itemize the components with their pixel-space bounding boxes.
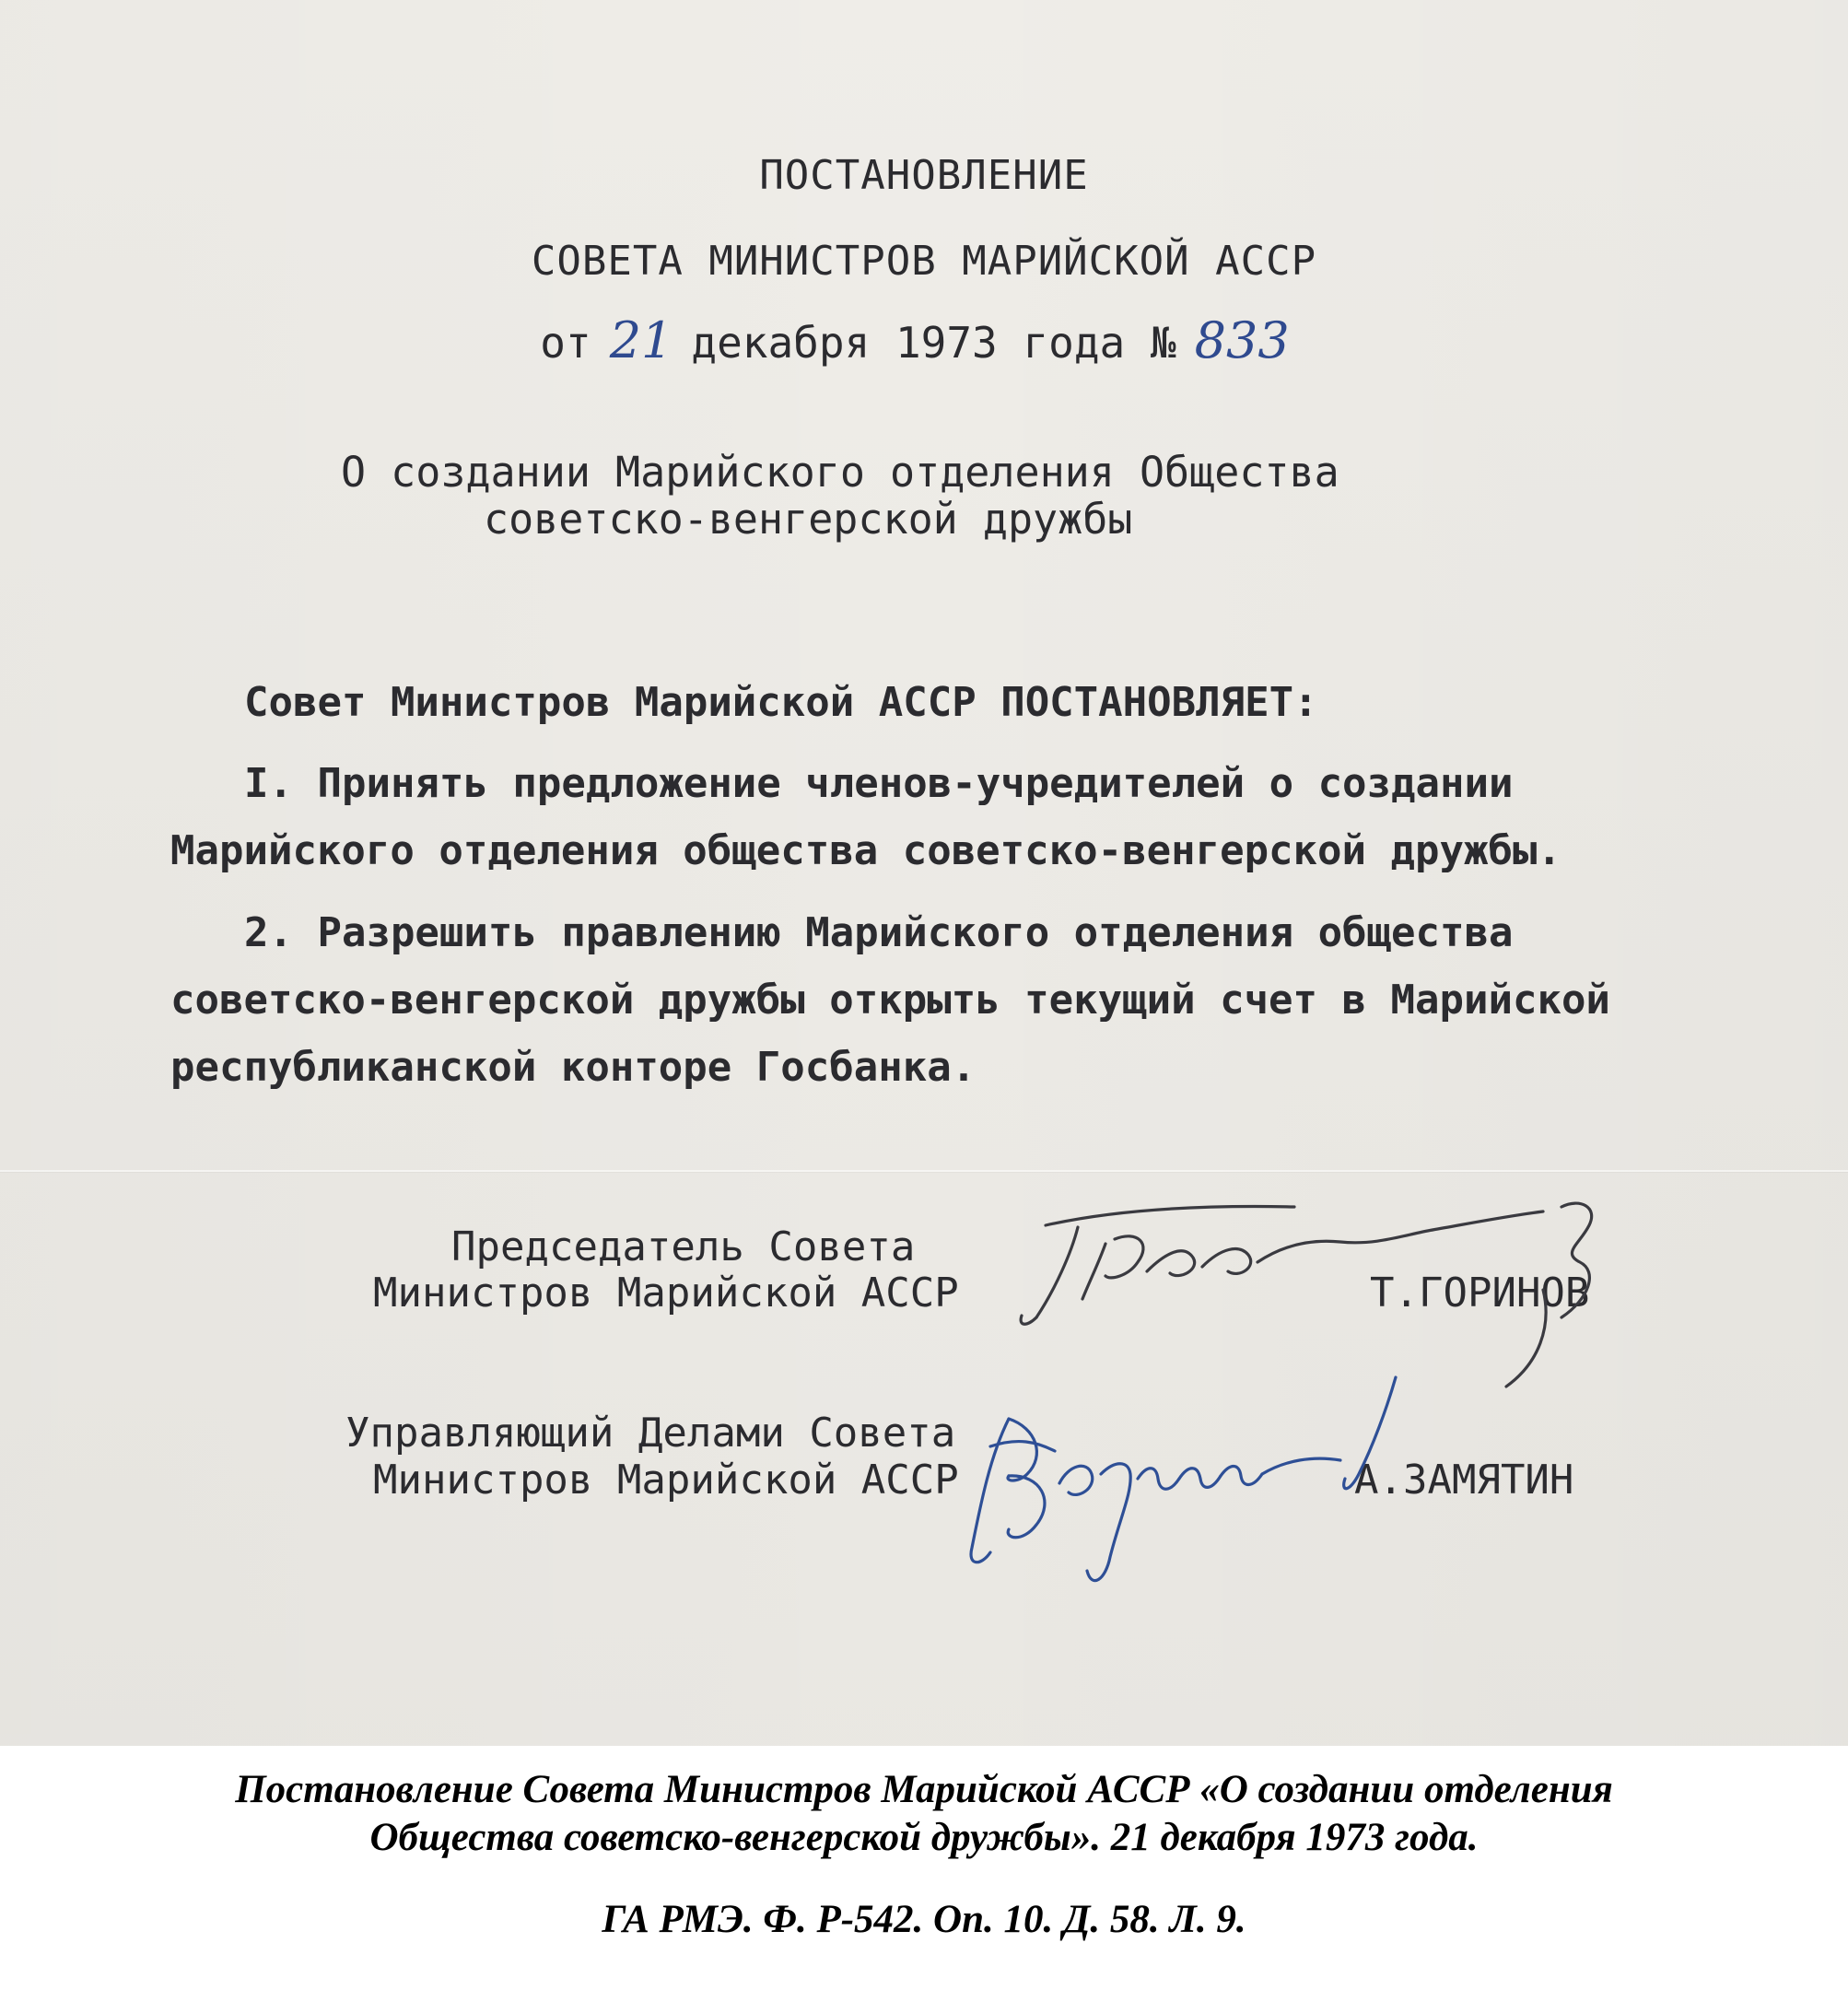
- item-1-line-2: Марийского отделения общества советско-венгерской дружбы.: [170, 827, 1561, 874]
- item-1-line-1: I. Принять предложение членов-учредителей о создании: [244, 760, 1514, 807]
- caption-line-2: Общества советско-венгерской дружбы». 21 декабря 1973 года.: [369, 1816, 1479, 1859]
- item-2-line-1: 2. Разрешить правлению Марийского отделения общества: [244, 909, 1514, 956]
- document-date-line: [0, 311, 1848, 369]
- caption-line-1: Постановление Совета Министров Марийской АССР «О создании отделения: [235, 1768, 1613, 1811]
- subject-line-2: советско-венгерской дружбы: [484, 495, 1133, 544]
- document-issuer: СОВЕТА МИНИСТРОВ МАРИЙСКОЙ АССР: [531, 238, 1317, 285]
- item-2-line-3: республиканской конторе Госбанка.: [170, 1044, 977, 1091]
- paper-fold-line: [0, 1170, 1848, 1172]
- signatory-2-title-line-2: Министров Марийской АССР: [373, 1457, 959, 1504]
- signatory-1-title-line-2: Министров Марийской АССР: [373, 1270, 959, 1317]
- handwritten-number: 833: [1194, 311, 1290, 369]
- document-title: ПОСТАНОВЛЕНИЕ: [759, 152, 1089, 199]
- signatory-1-name: Т.ГОРИНОВ: [1370, 1270, 1590, 1317]
- signatory-2-title-line-1: Управляющий Делами Совета: [345, 1410, 956, 1457]
- date-prefix: от: [540, 318, 591, 368]
- signatory-2-name: А.ЗАМЯТИН: [1354, 1457, 1574, 1504]
- signature-gorinov: [990, 1188, 1654, 1391]
- date-rest: декабря 1973 года №: [691, 318, 1176, 368]
- item-2-line-2: советско-венгерской дружбы открыть текущий счет в Марийской: [170, 977, 1610, 1024]
- resolves-statement: Совет Министров Марийской АССР ПОСТАНОВЛЯЕТ:: [244, 679, 1318, 726]
- signature-zamyatin: [953, 1373, 1433, 1594]
- subject-line-1: О создании Марийского отделения Общества: [341, 448, 1339, 497]
- archive-reference: ГА РМЭ. Ф. Р-542. Оп. 10. Д. 58. Л. 9.: [602, 1898, 1246, 1941]
- handwritten-day: 21: [609, 311, 673, 369]
- signatory-1-title-line-1: Председатель Совета: [451, 1223, 916, 1270]
